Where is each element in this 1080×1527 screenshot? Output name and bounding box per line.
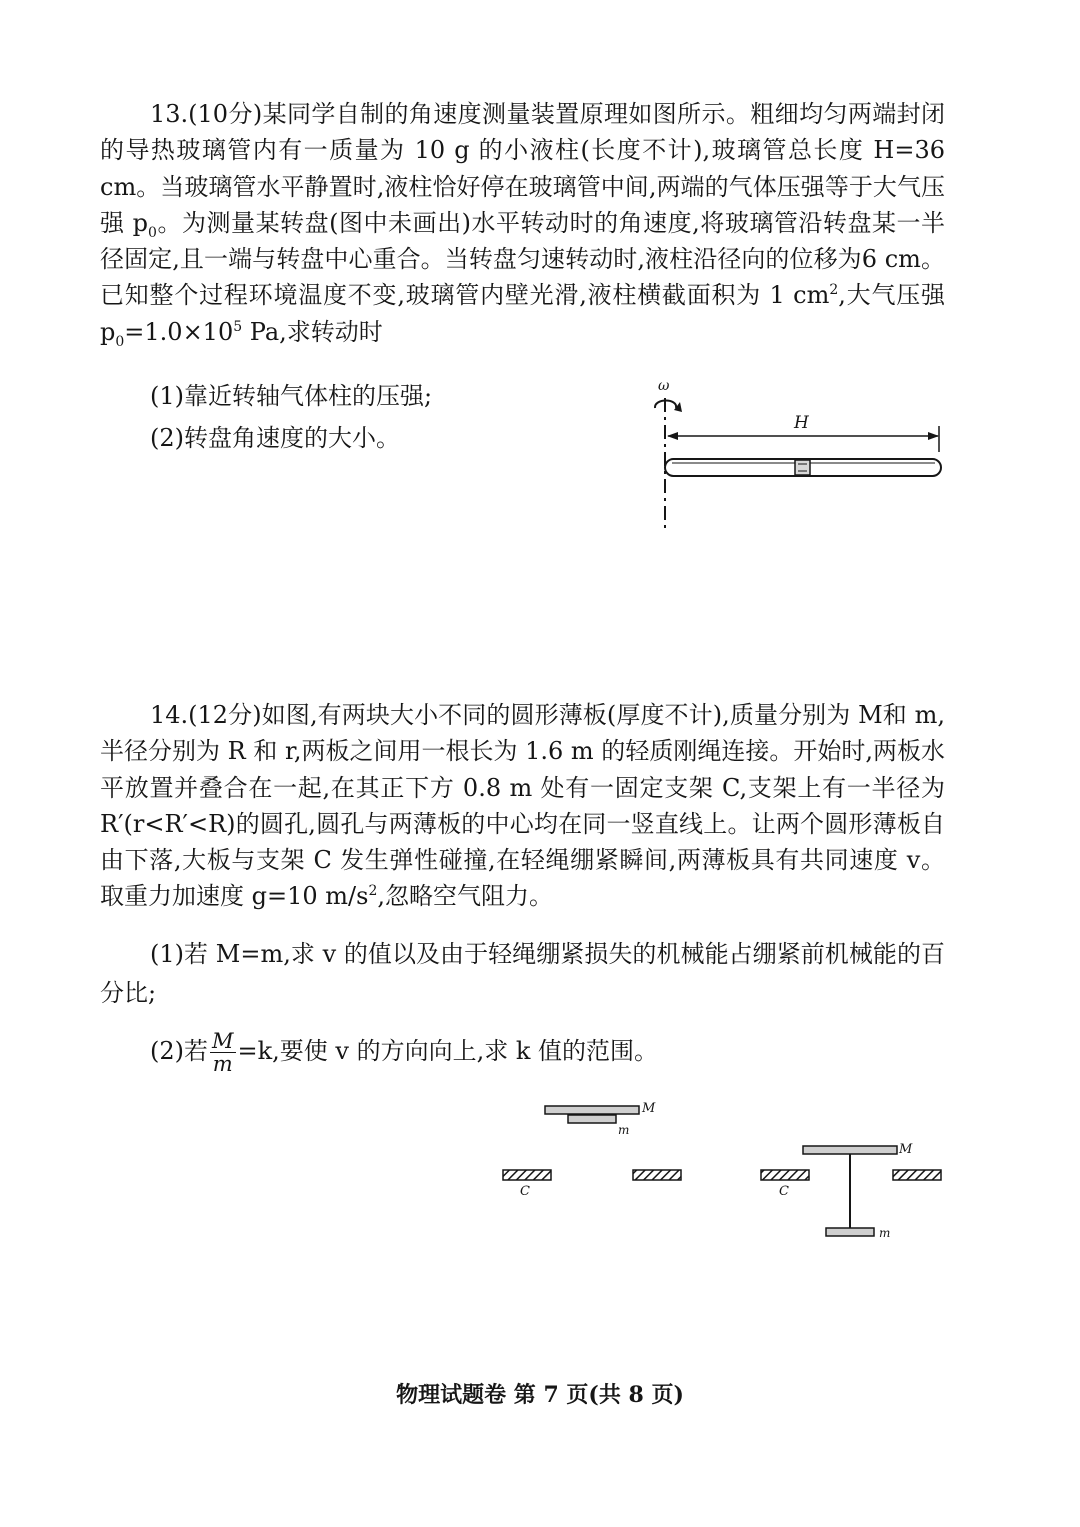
plate-m-right [826,1228,874,1236]
q13-item-2: (2)转盘角速度的大小。 [150,424,400,452]
q13-item-1: (1)靠近转轴气体柱的压强; [150,382,433,410]
q14-statement: 14.(12分)如图,有两块大小不同的圆形薄板(厚度不计),质量分别为 M和 m,半径分别为 R 和 r,两板之间用一根长为 1.6 m 的轻质刚绳连接。开始时,两板水平放置并叠合在一起,在其正下方 0.8 m 处有一固定支架 C,支架上有一半径为 R′(r<R′<R)的圆孔,圆孔与两薄板的中心均在同一竖直线上。让两个圆形薄板自由下落,大板与支架 C 发生弹性碰撞,在轻绳绷紧瞬间,两薄板具有共同速度 v。取重力加速度 g=10 $m/s^2$,忽略空气阻力。 [100,701,946,911]
omega-label: ω [658,378,670,394]
q13-tube-figure [648,372,948,542]
label-C-right: C [779,1184,789,1199]
support-C-right-b [893,1170,941,1180]
support-C-left-a [503,1170,551,1180]
support-C-right-a [761,1170,809,1180]
plate-m-left [568,1115,616,1123]
q14-item-2: (2)若 $\frac{M}{m}$ =k,要使 v 的方向向上,求 k 值的范围。 [150,1029,659,1076]
q14-item-1: (1)若 M=m,求 v 的值以及由于轻绳绷紧损失的机械能占绷紧前机械能的百分比; [100,940,945,1007]
h-arrow-right-icon [928,432,939,440]
page-footer: 物理试题卷 第 7 页(共 8 页) [396,1382,684,1408]
h-label: H [794,413,809,433]
label-C-left: C [520,1184,530,1199]
label-M-right: M [899,1142,913,1157]
plate-M-right [803,1146,897,1154]
label-m-right: m [879,1226,891,1240]
label-m-left: m [618,1123,630,1137]
q13-statement: 13.(10分)某同学自制的角速度测量装置原理如图所示。粗细均匀两端封闭的导热玻璃管内有一质量为 10 g 的小液柱(长度不计),玻璃管总长度 H=36 cm。当玻璃管水平静置时,液柱恰好停在玻璃管中间,两端的气体压强等于大气压强 $p_0$。为测量某转盘(图中未画出)水平转动时的角速度,将玻璃管沿转盘某一半径固定,且一端与转盘中心重合。当转盘匀速转动时,液柱沿径向的位移为6 cm。已知整个过程环境温度不变,玻璃管内壁光滑,液柱横截面积为 1 $cm^2$,大气压强$p_0=1.0\times 10^5$ Pa,求转动时 [100,100,946,350]
liquid-column [795,460,810,475]
support-C-left-b [633,1170,681,1180]
label-M-left: M [642,1101,656,1116]
plate-M-left [545,1106,639,1114]
q14-plates-figure [495,1090,955,1250]
fraction-M-over-m: $\frac{M}{m}$ [212,1029,234,1076]
h-arrow-left-icon [667,432,678,440]
